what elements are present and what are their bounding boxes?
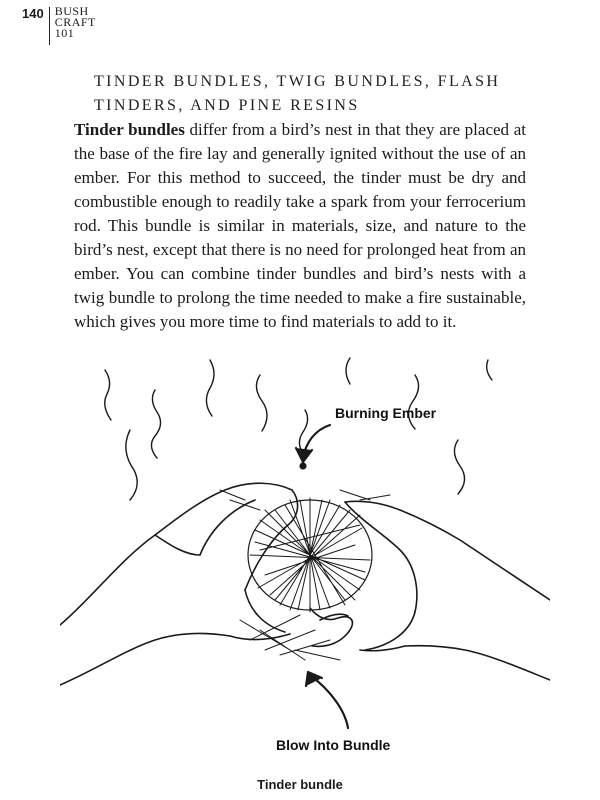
burning-ember-label: Burning Ember — [335, 405, 437, 421]
blow-into-bundle-label: Blow Into Bundle — [276, 737, 391, 753]
tinder-bundle-icon — [220, 490, 390, 660]
book-title-line-1: BUSH — [54, 4, 89, 18]
running-header — [22, 6, 96, 45]
body-paragraph — [74, 118, 526, 334]
book-title-line-3: 101 — [54, 26, 75, 40]
page-number: 140 — [22, 6, 44, 21]
book-title — [50, 6, 96, 39]
smoke-wisps-icon — [105, 358, 492, 500]
body-text: differ from a bird’s nest in that they are placed at the base of the fire lay and generally ignited without the use of an ember. For this method to succeed, the tinder must be dry and combustible enough to readily take a spark from your ferrocerium rod. This bundle is similar in materials, size, and nature to the bird’s nest, except that there is no need for prolonged heat from an ember. You can combine tinder bundles and bird’s nests with a twig bundle to prolong the time needed to make a fire sustainable, which gives you more time to find materials to add to it. — [74, 120, 526, 331]
lead-term: Tinder bundles — [74, 120, 185, 139]
book-title-line-2: CRAFT — [54, 15, 96, 29]
left-hand-icon — [60, 483, 298, 685]
blow-arrow-icon — [306, 672, 348, 728]
figure-caption: Tinder bundle — [257, 777, 343, 792]
ember-arrow-icon — [296, 425, 330, 469]
tinder-bundle-illustration — [60, 350, 550, 760]
section-heading: TINDER BUNDLES, TWIG BUNDLES, FLASH TINDERS, AND PINE RESINS — [94, 73, 501, 114]
